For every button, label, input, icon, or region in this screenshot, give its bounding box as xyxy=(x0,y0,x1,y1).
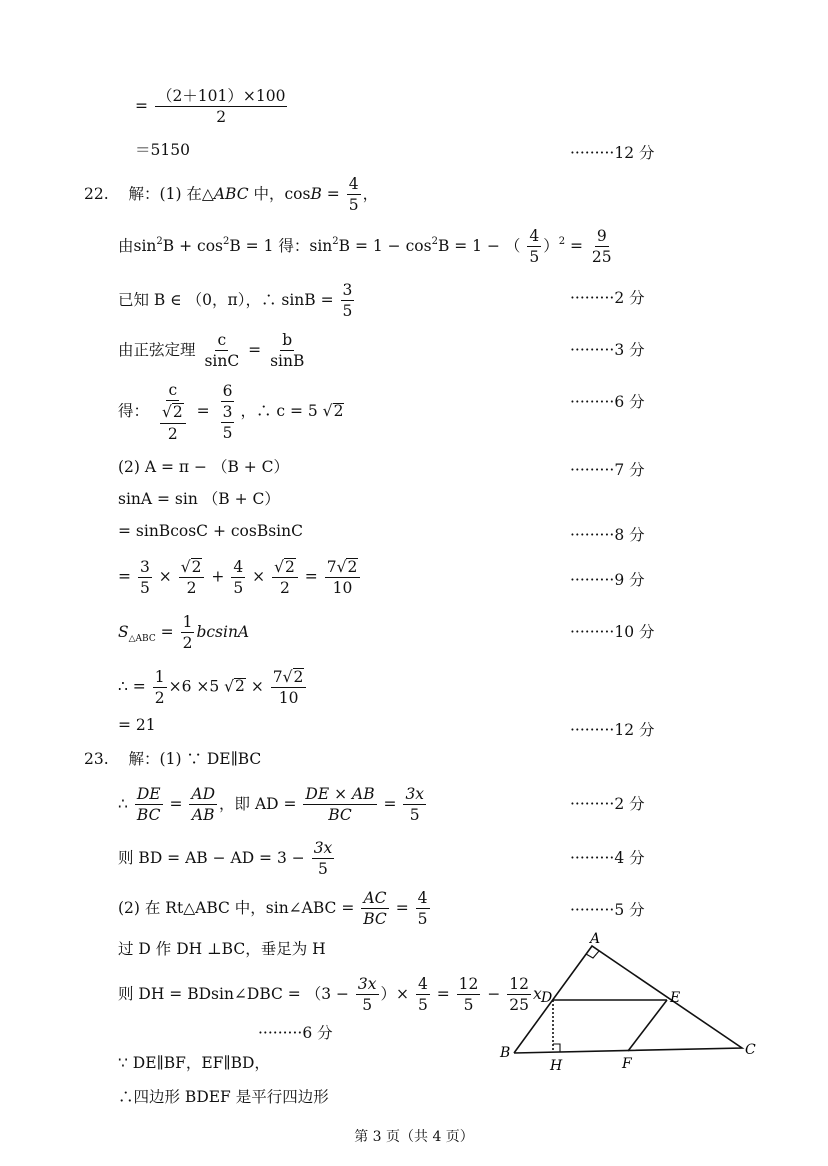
fraction-AC-BC xyxy=(361,890,389,928)
radicand: 2 xyxy=(347,558,358,576)
fraction-4-5 xyxy=(527,228,541,266)
therefore: ∴ xyxy=(118,794,128,813)
numerator: AC xyxy=(361,890,388,909)
numerator: 12 xyxy=(507,976,531,995)
numerator: 4 xyxy=(527,228,541,247)
numerator: 7√2 xyxy=(325,558,361,578)
var-s: S xyxy=(118,622,129,641)
score-12b: ·········12 分 xyxy=(570,721,655,739)
triangle-figure xyxy=(490,930,770,1075)
fraction-7root2-10 xyxy=(271,668,307,707)
numerator: 7√2 xyxy=(271,668,307,688)
times: × xyxy=(250,677,264,696)
text: ×6 ×5 xyxy=(168,677,220,696)
equals: = xyxy=(118,567,131,586)
denominator xyxy=(217,402,239,442)
text: ，即 AD = xyxy=(219,794,302,813)
q22-part2-line-5 xyxy=(118,614,249,652)
denominator: AB xyxy=(191,806,215,825)
numerator: 6 xyxy=(221,383,235,402)
numerator: 9 xyxy=(595,228,609,247)
text: (2) 在 Rt△ABC 中，sin∠ABC = xyxy=(118,898,360,917)
numerator: 12 xyxy=(457,976,481,995)
denominator: 2 xyxy=(167,424,178,443)
denominator: BC xyxy=(136,806,161,825)
denominator: 5 xyxy=(417,910,428,929)
score-5: ·········5 分 xyxy=(570,901,645,919)
numerator: （2＋101）×100 xyxy=(155,88,288,107)
q22-part2-line-3: = sinBcosC + cosBsinC xyxy=(118,522,303,540)
denominator: 5 xyxy=(139,578,150,597)
text: 由正弦定理 xyxy=(118,340,196,359)
denominator: 5 xyxy=(348,196,359,215)
fraction-1-2 xyxy=(181,614,195,652)
denominator: 5 xyxy=(529,248,540,267)
numerator: 4 xyxy=(416,976,430,995)
numerator: 3x xyxy=(356,976,379,995)
numerator: c xyxy=(166,382,179,401)
fraction-c-root2 xyxy=(156,382,190,442)
right-angle-H xyxy=(553,1044,560,1052)
numerator: 4 xyxy=(347,176,361,195)
denominator: BC xyxy=(363,910,387,929)
fraction-9-25 xyxy=(590,228,614,266)
fraction-3-5 xyxy=(138,559,152,597)
fraction-root2-2 xyxy=(160,403,186,442)
denominator: 5 xyxy=(318,860,328,879)
text: 得： xyxy=(118,401,150,420)
fraction-4-5 xyxy=(347,176,361,214)
q23-line-1 xyxy=(84,752,261,768)
q22-part2-line-1: (2) A = π − （B + C） xyxy=(118,458,290,476)
score-6b: ·········6 分 xyxy=(258,1024,333,1042)
denominator: 5 xyxy=(463,996,474,1015)
subscript: △ABC xyxy=(128,633,156,644)
denominator: sinB xyxy=(270,352,305,371)
exp: 2 xyxy=(431,235,438,247)
header-line-1 xyxy=(135,88,289,126)
q22-line-4: 由正弦定理 $\frac{c}{\sin C}$ = $\frac{b}{\sin B}$ xyxy=(118,331,305,371)
fraction-root2-2 xyxy=(272,558,298,597)
question-number: 22. xyxy=(84,184,109,203)
q22-intro2: 中，cos xyxy=(248,184,311,203)
radicand: 2 xyxy=(293,668,304,686)
text: = xyxy=(565,236,588,255)
denominator: sinC xyxy=(204,352,240,371)
text: ）× xyxy=(380,984,414,1003)
q22-part2-line-6: ∴ = $\frac{1}{2}$ ×6 ×5 √2 × $\frac{7√2}{10}$ xyxy=(118,668,308,707)
fraction-3-5 xyxy=(341,282,355,320)
fraction-3x-5 xyxy=(312,840,335,878)
numerator: √2 xyxy=(272,558,298,578)
denominator: 5 xyxy=(342,302,353,321)
denominator: 10 xyxy=(278,689,299,708)
numerator: AD xyxy=(189,786,217,805)
q22-line-2 xyxy=(118,228,616,266)
q23-line-2: ∴ $\frac{DE}{BC}$ = $\frac{AD}{AB}$ ，即 AD = $\frac{DE \times AB}{BC}$ = $\frac{3x}{5}$ xyxy=(118,785,425,825)
numerator: √2 xyxy=(160,403,186,423)
q22-intro: 解：(1) 在△ xyxy=(128,184,214,203)
score-6: ·········6 分 xyxy=(570,393,645,411)
text: B = 1 − （ xyxy=(437,236,521,255)
radicand: 2 xyxy=(284,558,295,576)
q22-part2-line-4 xyxy=(118,558,362,597)
fraction-6-3-5 xyxy=(217,383,239,442)
q22-line-3 xyxy=(118,282,356,320)
radicand: 2 xyxy=(235,677,245,696)
segment-EF xyxy=(628,1000,667,1051)
text: ，∴ c = 5 xyxy=(240,401,318,420)
fraction-3x-5 xyxy=(403,786,426,824)
coef: 7 xyxy=(326,558,337,576)
q23-line-4: (2) 在 Rt△ABC 中，sin∠ABC = $\frac{AC}{BC}$ = $\frac{4}{5}$ xyxy=(118,889,428,929)
q23-line-5: 过 D 作 DH ⊥BC，垂足为 H xyxy=(118,940,326,958)
q22-line-1 xyxy=(84,176,378,214)
fraction-root2-2 xyxy=(179,558,205,597)
numerator: 1 xyxy=(153,669,167,688)
denominator: 5 xyxy=(417,996,428,1015)
exp: 2 xyxy=(558,235,566,247)
fraction-7root2-10 xyxy=(325,558,361,597)
denominator: 2 xyxy=(154,688,165,707)
fraction-4-5 xyxy=(416,976,430,1014)
exp: 2 xyxy=(332,235,339,247)
score-10: ·········10 分 xyxy=(570,623,655,641)
score-12: ·········12 分 xyxy=(570,144,655,162)
equals: = xyxy=(135,96,148,115)
fraction-12-5 xyxy=(457,976,481,1014)
fraction-1-2 xyxy=(153,669,167,707)
minus: − xyxy=(482,984,506,1003)
denominator: 5 xyxy=(409,806,420,825)
text: bcsinA xyxy=(196,622,250,641)
equals: = xyxy=(431,984,455,1003)
label-D: D xyxy=(541,990,553,1006)
numerator: c xyxy=(215,332,228,351)
q22-part2-line-7: = 21 xyxy=(118,716,156,734)
score-7: ·········7 分 xyxy=(570,461,645,479)
denominator: 5 xyxy=(362,996,373,1015)
denominator: 2 xyxy=(216,108,227,127)
var-b: B xyxy=(310,184,322,203)
fraction-AD-AB xyxy=(189,786,217,824)
score-3: ·········3 分 xyxy=(570,341,645,359)
q23-line-3 xyxy=(118,840,336,878)
score-2: ·········2 分 xyxy=(570,289,645,307)
q22-part2-line-2: sinA = sin （B + C） xyxy=(118,490,280,508)
q23-line-8: ∵ DE∥BF，EF∥BD， xyxy=(118,1054,270,1072)
fraction xyxy=(155,88,288,126)
denominator: 10 xyxy=(332,579,353,598)
numerator: b xyxy=(280,332,294,351)
numerator: 3 xyxy=(138,559,152,578)
score-4: ·········4 分 xyxy=(570,849,645,867)
text: B = 1 得：sin xyxy=(229,236,333,255)
text: 已知 B ∈ （0，π），∴ sinB = xyxy=(118,290,339,309)
exp: 2 xyxy=(156,235,163,247)
denominator: 25 xyxy=(591,248,612,267)
equals: = xyxy=(155,622,179,641)
numerator: 1 xyxy=(181,614,195,633)
equals: = xyxy=(321,184,345,203)
numerator: 3 xyxy=(221,404,235,423)
fraction-3-5 xyxy=(221,404,235,442)
label-A: A xyxy=(590,931,601,947)
numerator: 4 xyxy=(231,559,245,578)
score-8: ·········8 分 xyxy=(570,526,645,544)
comma: ， xyxy=(362,184,379,203)
text: B + cos xyxy=(162,236,223,255)
header-line-2: ＝5150 xyxy=(135,141,190,159)
text: ） xyxy=(543,236,559,255)
text: 则 BD = AB − AD = 3 − xyxy=(118,848,310,867)
text: 解：(1) ∵ DE∥BC xyxy=(128,750,262,768)
exp: 2 xyxy=(222,235,230,247)
triangle-name: ABC xyxy=(213,184,249,203)
label-F: F xyxy=(622,1056,632,1072)
fraction-DE-BC xyxy=(135,786,163,824)
radicand: 2 xyxy=(333,401,344,420)
times: × xyxy=(158,567,172,586)
denominator: BC xyxy=(328,806,352,825)
denominator: 2 xyxy=(186,579,197,598)
label-E: E xyxy=(670,990,681,1006)
numerator: 3 xyxy=(341,282,355,301)
denominator: 2 xyxy=(280,579,290,598)
numerator: 3x xyxy=(312,840,335,859)
label-C: C xyxy=(745,1042,756,1058)
radicand: 2 xyxy=(191,558,202,576)
fraction-c-sinC xyxy=(202,332,241,370)
denominator: 5 xyxy=(222,424,233,443)
label-B: B xyxy=(500,1045,511,1061)
question-number: 23. xyxy=(84,750,109,768)
equals: = xyxy=(304,567,318,586)
q22-line-5: 得： $\frac{c}{\frac{√2}{2}}$ = $\frac{6}{\frac{3}{5}}$ ，∴ c = 5 √2 xyxy=(118,381,344,443)
fraction-3x-5 xyxy=(356,976,379,1014)
numerator: √2 xyxy=(179,558,205,578)
numerator: DE × AB xyxy=(303,786,376,805)
fraction-4-5 xyxy=(231,559,245,597)
score-2b: ·········2 分 xyxy=(570,795,645,813)
fraction-4-5 xyxy=(416,890,430,928)
text: B = 1 − cos xyxy=(338,236,432,255)
times: × xyxy=(252,567,266,586)
denominator: 25 xyxy=(509,996,529,1015)
text: 由sin xyxy=(118,236,157,255)
coef: 7 xyxy=(272,668,283,686)
denominator xyxy=(156,401,190,442)
denominator: 5 xyxy=(233,578,244,597)
fraction-DExAB-BC xyxy=(303,786,376,824)
text: ∴ = xyxy=(118,677,151,696)
q23-line-9: ∴四边形 BDEF 是平行四边形 xyxy=(118,1088,329,1106)
radicand: 2 xyxy=(172,403,183,422)
score-9: ·········9 分 xyxy=(570,571,645,589)
fraction-b-sinB xyxy=(268,332,306,370)
numerator: 4 xyxy=(416,890,430,909)
var-x: x xyxy=(532,984,542,1003)
numerator: 3x xyxy=(403,786,426,805)
numerator: DE xyxy=(135,786,163,805)
denominator: 2 xyxy=(182,634,193,653)
page-footer: 第 3 页（共 4 页） xyxy=(354,1129,474,1145)
q23-line-6 xyxy=(118,976,542,1014)
text: 则 DH = BDsin∠DBC = （3 − xyxy=(118,984,354,1003)
label-H: H xyxy=(550,1058,563,1074)
plus: + xyxy=(211,567,225,586)
